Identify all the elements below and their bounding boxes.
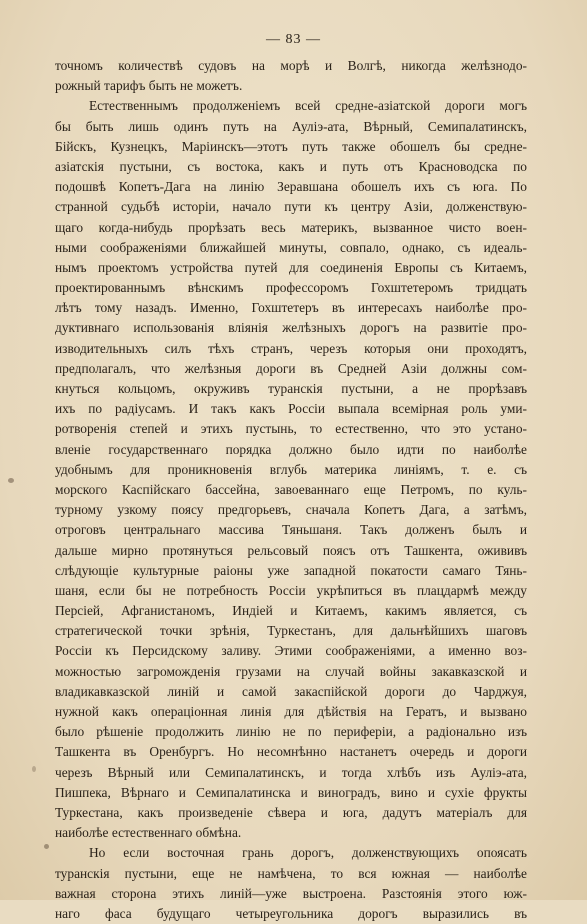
text-line: подошвѣ Копетъ-Дага на линію Зеравшана обошелъ ихъ съ юга. По (55, 179, 527, 195)
text-line: Но если восточная грань дорогъ, долженствующихъ опоясать (89, 845, 527, 861)
text-line: Бійскъ, Кузнецкъ, Маріинскъ—этотъ путь также обошелъ бы средне- (55, 138, 527, 154)
text-line: владикавказской линій и самой закаспійской дороги до Чарджуя, (55, 683, 527, 699)
text-line: наго фаса будущаго четыреугольника дорогъ выразились въ (55, 905, 527, 921)
ink-spot (8, 478, 14, 483)
text-line: азіатскія пустыни, съ востока, какъ и путь отъ Красноводска по (55, 158, 527, 174)
text-line: Пишпека, Вѣрнаго и Семипалатинска и виноградъ, вино и сухіе фрукты (55, 784, 527, 800)
text-line: дуктивнаго использованія вліянія желѣзныхъ дорогъ на развитіе про- (55, 320, 527, 336)
text-line: лѣтъ тому назадъ. Именно, Гохштетеръ въ интересахъ наиболѣе про- (55, 300, 527, 316)
text-line: щаго когда-нибудь прорѣзать весь материкъ, вызванное чисто воен- (55, 219, 527, 235)
text-line: было рѣшеніе продолжить линію не по периферіи, а радіонально изъ (55, 724, 527, 740)
text-line: черезъ Вѣрный или Семипалатинскъ, и тогда хлѣбъ изъ Ауліэ-ата, (55, 764, 527, 780)
text-line: Ташкента въ Оренбургъ. Но несомнѣнно настанетъ очередь и дороги (55, 744, 527, 760)
text-line: нужной какъ операціонная линія для дѣйствія на Гератъ, и вызвано (55, 704, 527, 719)
text-line: можностью загроможденія грузами на случай войны закавказской и (55, 663, 527, 679)
text-line: наиболѣе естественнаго обмѣна. (55, 825, 242, 841)
text-line: проектированнымъ вѣнскимъ профессоромъ Гохштетеромъ тридцать (55, 280, 527, 296)
text-line: вленіе государственнаго порядка должно было идти по наиболѣе (55, 441, 527, 457)
text-line: слѣдующіе культурные раіоны уже западной покатости самаго Тянь- (55, 562, 527, 578)
text-line: ихъ по радіусамъ. И такъ какъ Россіи выпала всемірная роль уми- (55, 401, 527, 417)
text-line: Туркестана, какъ произведеніе сѣвера и юга, дадутъ матеріалъ для (55, 804, 527, 820)
text-line: нымъ проектомъ устройства путей для соединенія Европы съ Китаемъ, (55, 259, 527, 275)
text-line: странной судьбѣ исторіи, начало пути къ центру Азіи, долженствую- (55, 199, 527, 215)
text-line: точномъ количествѣ судовъ на морѣ и Волгѣ, никогда желѣзнодо- (55, 58, 527, 73)
page-number: — 83 — (266, 32, 321, 47)
text-line: морского Каспійскаго бассейна, завоеваннаго еще Петромъ, по куль- (55, 481, 527, 497)
ink-spot (44, 844, 49, 849)
text-line: туранскія пустыни, еще не намѣчена, то вся южная — наиболѣе (55, 865, 527, 881)
text-line: дальше мирно протянуться рельсовый поясъ отъ Ташкента, ожививъ (55, 542, 527, 558)
text-line: турному узкому поясу предгорьевъ, сначала Копетъ Дага, а затѣмъ, (55, 502, 527, 518)
text-line: изводительныхъ силъ тѣхъ странъ, черезъ которыя они проходятъ, (55, 340, 527, 356)
text-line: ротворенія степей и этихъ пустынь, то естественно, что это устано- (55, 421, 527, 437)
text-line: отроговъ центральнаго массива Тяньшаня. Такъ долженъ былъ и (55, 522, 527, 538)
text-line: ными соображеніями ближайшей минуты, совпало, однако, съ идеаль- (55, 239, 527, 255)
text-line: бы быть лишь одинъ путь на Ауліэ-ата, Вѣрный, Семипалатинскъ, (55, 118, 527, 134)
text-line: Персіей, Афганистаномъ, Индіей и Китаемъ, какимъ является, съ (55, 603, 527, 619)
text-line: Россіи къ Персидскому заливу. Этими соображеніями, а именно воз- (55, 643, 527, 659)
text-line: Естественнымъ продолженіемъ всей средне-азіатской дороги могъ (89, 98, 527, 114)
ink-spot (32, 766, 36, 772)
text-line: удобнымъ для проникновенія вглубь материка линіямъ, т. е. съ (55, 461, 527, 477)
text-line: кнуться кольцомъ, окруживъ туранскія пустыни, а не прорѣзавъ (55, 381, 527, 396)
text-line: шаня, если бы не потребность Россіи укрѣпиться въ плацдармѣ между (55, 582, 527, 598)
text-line: важная сторона этихъ линій—уже выстроена. Разстоянія этого юж- (55, 885, 527, 901)
text-line: предполагалъ, что желѣзныя дороги въ Средней Азіи должны сом- (55, 360, 527, 376)
text-line: рожный тарифъ быть не можетъ. (55, 78, 243, 94)
text-line: стратегической точки зрѣнія, Туркестанъ, для дальнѣйшихъ шаговъ (55, 623, 527, 639)
body-text (55, 56, 527, 924)
